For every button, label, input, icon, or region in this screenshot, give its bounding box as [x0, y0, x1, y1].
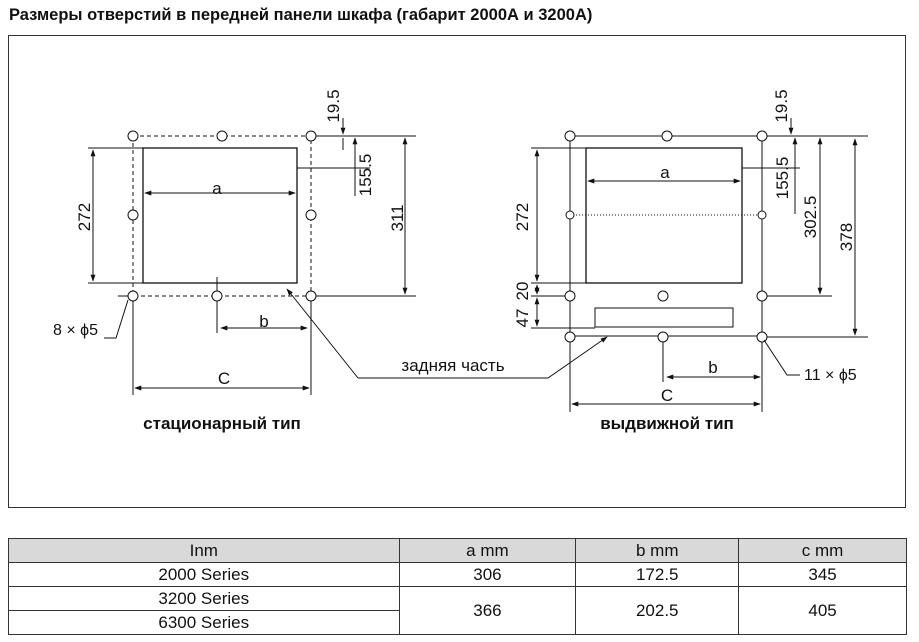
hole [306, 291, 316, 301]
drawout-slot [595, 308, 733, 327]
drawout-dim-155-5: 155.5 [773, 156, 792, 200]
hole [128, 131, 138, 141]
fixed-holes-label: 8 × ϕ5 [53, 322, 98, 339]
drawout-dim-a: a [660, 163, 670, 182]
c-cell: 405 [739, 587, 907, 635]
dimensions-table [8, 538, 907, 635]
table-row [9, 563, 907, 587]
hole [128, 291, 138, 301]
fixed-dim-311: 311 [388, 204, 407, 232]
hole [566, 211, 574, 219]
table-row [9, 587, 907, 611]
drawout-dim-378: 378 [837, 222, 856, 252]
hole [128, 210, 138, 220]
fixed-caption: стационарный тип [143, 414, 301, 433]
fixed-hole-outline [133, 136, 311, 296]
page-title: Размеры отверстий в передней панели шкафа (габарит 2000А и 3200А) [9, 6, 593, 24]
header-inm: Inm [9, 539, 400, 563]
a-cell: 306 [399, 563, 576, 587]
fixed-holes [128, 131, 316, 301]
hole [757, 291, 767, 301]
header-a: a mm [399, 539, 576, 563]
b-cell: 172.5 [576, 563, 739, 587]
series-cell: 2000 Series [9, 563, 400, 587]
hole [658, 291, 668, 301]
hole [757, 131, 767, 141]
fixed-dim-19-5: 19.5 [324, 89, 343, 123]
drawout-dim-c: C [660, 386, 674, 405]
drawout-caption: выдвижной тип [600, 414, 734, 433]
hole [306, 210, 316, 220]
c-cell: 345 [739, 563, 907, 587]
header-b: b mm [576, 539, 739, 563]
fixed-dim-272: 272 [75, 202, 94, 232]
a-cell: 366 [399, 587, 576, 635]
fixed-dim-b: b [259, 312, 269, 331]
hole [565, 332, 575, 342]
drawout-dim-19-5: 19.5 [772, 89, 791, 123]
drawout-dim-272: 272 [513, 202, 532, 232]
rear-part-label: задняя часть [401, 356, 505, 375]
hole [565, 291, 575, 301]
drawout-dim-47: 47 [513, 308, 532, 328]
fixed-dim-155-5: 155.5 [356, 153, 375, 197]
hole [217, 131, 227, 141]
series-cell: 3200 Series [9, 587, 400, 611]
fixed-cutout [143, 148, 297, 283]
fixed-dim-a: a [212, 179, 222, 198]
hole [565, 131, 575, 141]
hole [662, 131, 672, 141]
fixed-dim-c: C [217, 369, 231, 388]
series-cell: 6300 Series [9, 611, 400, 635]
drawout-dim-20: 20 [513, 281, 532, 301]
drawout-dim-302-5: 302.5 [801, 195, 820, 239]
drawout-holes-label: 11 × ϕ5 [804, 367, 857, 384]
hole [658, 332, 668, 342]
drawout-dim-b: b [708, 358, 718, 377]
hole [306, 131, 316, 141]
table-header-row [9, 539, 907, 563]
header-c: c mm [739, 539, 907, 563]
b-cell: 202.5 [576, 587, 739, 635]
hole [757, 332, 767, 342]
hole [758, 211, 766, 219]
hole [212, 291, 222, 301]
